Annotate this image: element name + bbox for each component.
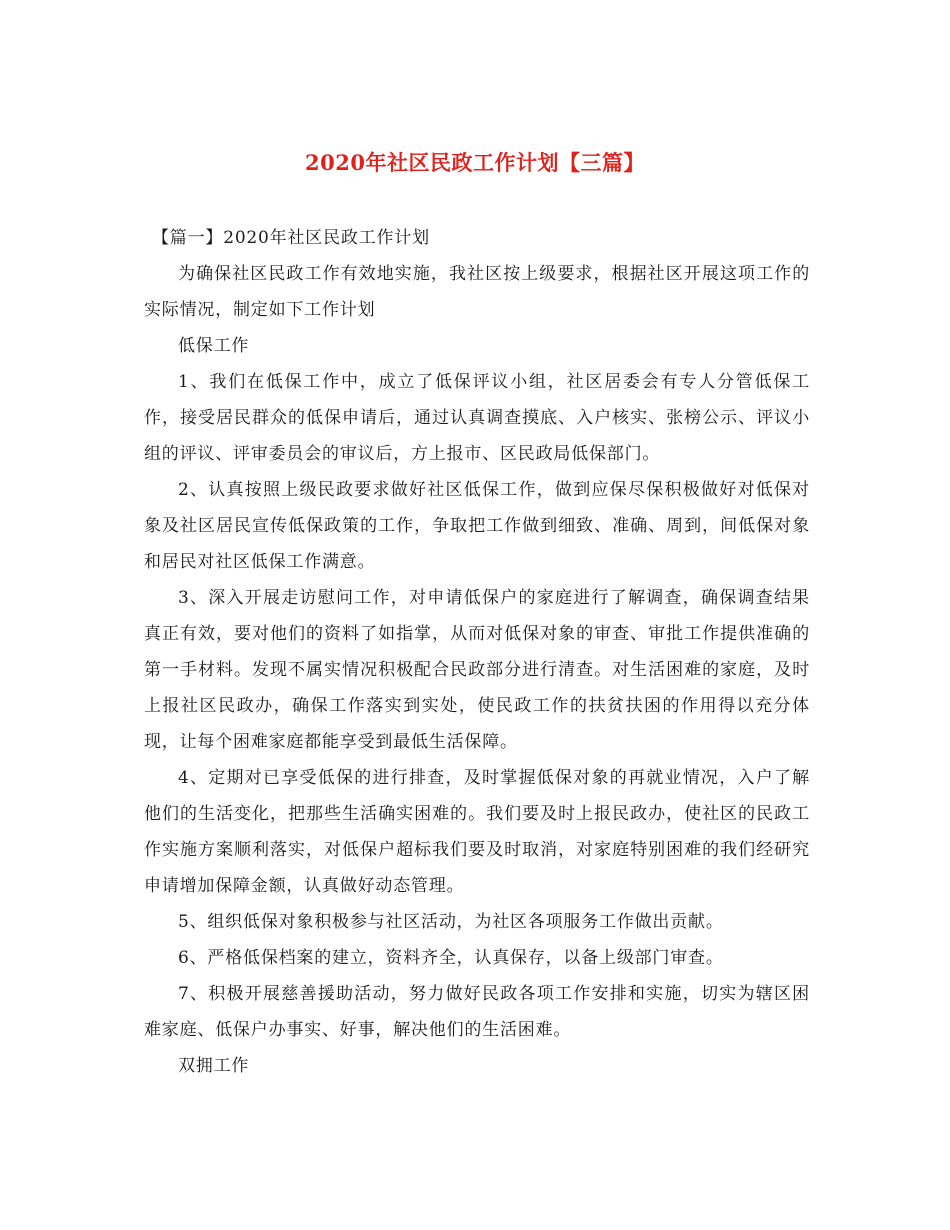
item-paragraph-2: 2、认真按照上级民政要求做好社区低保工作，做到应保尽保积极做好对低保对象及社区居民宣传低保政策的工作，争取把工作做到细致、准确、周到，间低保对象和居民对社区低保工作满意。 [144, 480, 810, 572]
intro-paragraph: 为确保社区民政工作有效地实施，我社区按上级要求，根据社区开展这项工作的实际情况，制定如下工作计划 [144, 264, 810, 320]
subheading-low-income-work: 低保工作 [178, 336, 250, 356]
item-paragraph-3: 3、深入开展走访慰问工作，对申请低保户的家庭进行了解调查，确保调查结果真正有效，要对他们的资料了如指掌，从而对低保对象的审查、审批工作提供准确的第一手材料。发现不属实情况积极配合民政部分进行清查。对生活困难的家庭，及时上报社区民政办，确保工作落实到实处，使民政工作的扶贫扶困的作用得以充分体现，让每个困难家庭都能享受到最低生活保障。 [144, 588, 810, 752]
section-heading-part-one: 【篇一】2020年社区民政工作计划 [152, 228, 430, 248]
subheading-double-support-work: 双拥工作 [178, 1056, 250, 1076]
item-paragraph-1: 1、我们在低保工作中，成立了低保评议小组，社区居委会有专人分管低保工作，接受居民群众的低保申请后，通过认真调查摸底、入户核实、张榜公示、评议小组的评议、评审委员会的审议后，方上报市、区民政局低保部门。 [144, 372, 810, 464]
item-paragraph-4: 4、定期对已享受低保的进行排查，及时掌握低保对象的再就业情况，入户了解他们的生活变化，把那些生活确实困难的。我们要及时上报民政办，使社区的民政工作实施方案顺利落实，对低保户超标我们要及时取消，对家庭特别困难的我们经研究申请增加保障金额，认真做好动态管理。 [144, 768, 810, 896]
item-paragraph-7: 7、积极开展慈善援助活动，努力做好民政各项工作安排和实施，切实为辖区困难家庭、低保户办事实、好事，解决他们的生活困难。 [144, 984, 810, 1040]
item-paragraph-5: 5、组织低保对象积极参与社区活动，为社区各项服务工作做出贡献。 [178, 912, 724, 932]
document-body [144, 220, 810, 1084]
item-paragraph-6: 6、严格低保档案的建立，资料齐全，认真保存，以备上级部门审查。 [178, 948, 724, 968]
document-title: 2020年社区民政工作计划【三篇】 [305, 150, 645, 176]
